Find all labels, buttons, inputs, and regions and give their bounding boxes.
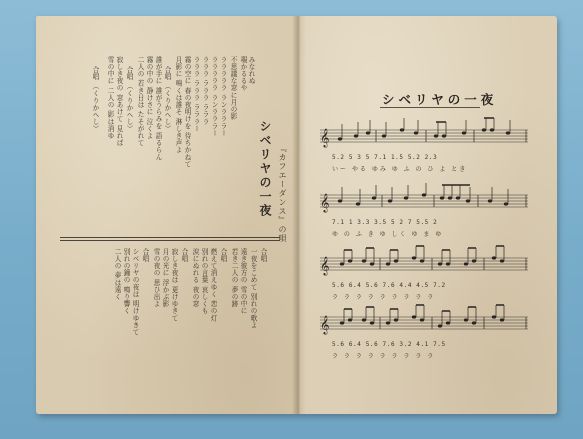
lyric-col: 涙にぬれる 夜の窓 xyxy=(191,248,199,308)
left-page-subtitle: 『カフエーダンス』の唄 xyxy=(278,144,287,243)
lyric-col: 合唱 xyxy=(219,248,227,263)
lyric-col: ラララララ ランラララー xyxy=(219,56,227,137)
lyric-col: 不思議な窓に月の影 xyxy=(229,56,237,120)
lyric-col: 月影に 鳴くは誰そ 淋しき声よ xyxy=(174,56,182,154)
lyric-line: ラ ラ ラ ラ ラ ラ ラ ラ ラ xyxy=(332,353,436,360)
lyric-col: 遠き彼方の 雪の中に xyxy=(239,248,247,315)
lyric-col: 寂しき夜は 更けゆきて xyxy=(170,248,178,322)
lyric-col: 若き二人の 夢の跡 xyxy=(230,248,238,308)
lyric-col: 覗かるるや xyxy=(239,56,247,92)
right-page xyxy=(298,16,557,414)
book-spine xyxy=(292,16,306,414)
lyric-col: シベリヤの夜は 明けゆきて xyxy=(131,248,139,336)
section-divider-thin xyxy=(60,240,280,241)
lyric-col: 別れの鐘の 鳴り響く xyxy=(122,248,130,315)
svg-text:𝄞: 𝄞 xyxy=(320,315,330,334)
lyric-col: 雪の中に 二人の 影は消ゆ xyxy=(106,56,114,140)
lyric-col: 合唱 （くりかへし） xyxy=(125,66,133,133)
cipher-numbers: 5.2 5 3 5 7.1 1.5 5.2 2.3 xyxy=(332,154,438,161)
score-title: シベリヤの一夜 xyxy=(382,92,498,107)
lyric-col: 一夜をこめて 別れの歌よ xyxy=(249,248,257,329)
title-underline xyxy=(380,107,480,108)
lyric-col: 別れの言葉 哀しくも xyxy=(200,248,208,315)
lyric-col: ラララ ラララ ラララー xyxy=(192,56,200,133)
lyric-col: ラララララ ランラララー xyxy=(210,56,218,137)
lyric-line: いー やる ゆみ ゆ ふ の ひ よ とき xyxy=(332,166,468,173)
cipher-numbers: 5.6 6.4 5.6 7.6 4.4 4.5 7.2 xyxy=(332,282,446,289)
cipher-numbers: 5.6 6.4 5.6 7.6 3.2 4.1 7.5 xyxy=(332,341,446,348)
section-divider xyxy=(60,237,280,238)
staff-row-4 xyxy=(318,303,536,373)
songbook xyxy=(36,16,557,414)
lyric-col: 合唱 （くりかへし） xyxy=(91,66,99,133)
svg-text:𝄞: 𝄞 xyxy=(320,128,330,147)
lyric-col: 誰が手に 誰がうらみを 語るらん xyxy=(154,56,162,161)
music-staff xyxy=(318,181,536,221)
lyric-line: ラ ラ ラ ラ ラ ラ ラ ラ ラ xyxy=(332,294,436,301)
cipher-numbers: 7.1 1 3.3 3.5 5 2 7 5.5 2 xyxy=(332,219,438,226)
lyric-col: 合唱 （くりかへし） xyxy=(163,66,171,133)
lyric-col: 月の光に 浮かぶ影 xyxy=(161,248,169,308)
svg-text:𝄞: 𝄞 xyxy=(320,193,330,212)
lyric-col: 二人の 若き日は たそがれて xyxy=(136,56,144,147)
svg-text:𝄞: 𝄞 xyxy=(320,256,330,275)
lyric-col: 合唱 xyxy=(141,248,149,263)
lyric-col: みなれぬ xyxy=(247,56,255,85)
lyric-col: 合唱 xyxy=(180,248,188,263)
music-staff xyxy=(318,244,536,284)
lyric-col: 合唱 xyxy=(259,248,267,263)
lyric-line: ゆ の ふ き ゆ しく ゆ ま ゆ xyxy=(332,231,444,238)
left-page-title: シベリヤの一夜 xyxy=(258,120,272,218)
music-staff xyxy=(318,303,536,343)
music-staff xyxy=(318,116,536,156)
left-page xyxy=(36,16,298,414)
staff-row-1 xyxy=(318,116,536,186)
lyric-col: 雪の夜の 思ひ出よ xyxy=(152,248,160,308)
lyric-col: 寂しき夜の 窓あけて 見れば xyxy=(115,56,123,147)
lyric-col: 燃えて消えゆく 恋の灯 xyxy=(209,248,217,322)
lyric-col: 二人の 夢は遠く xyxy=(113,248,121,301)
staff-row-2 xyxy=(318,181,536,251)
lyric-col: 霧の中の 静けさに 泣くよ xyxy=(145,56,153,140)
lyric-col: ラララ ラララ ラララ xyxy=(201,56,209,126)
lyric-col: 霧の空に 春の夜明けを 待ちかねて xyxy=(183,56,191,168)
